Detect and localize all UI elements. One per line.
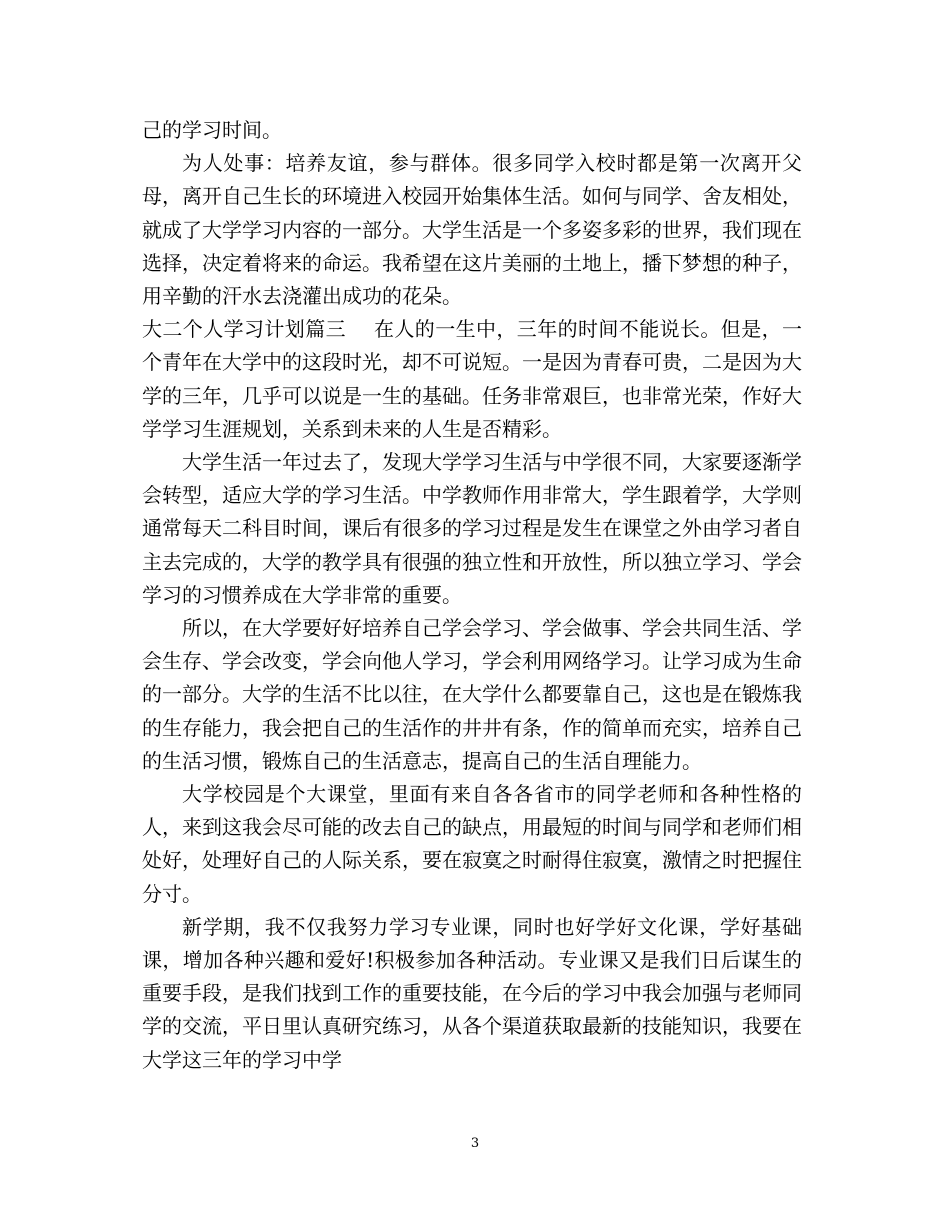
page-number: 3	[470, 1136, 480, 1151]
paragraph-2: 为人处事：培养友谊，参与群体。很多同学入校时都是第一次离开父母，离开自己生长的环境进入校园开始集体生活。如何与同学、舍友相处，就成了大学学习内容的一部分。大学生活是一个多姿多彩的世界，我们现在选择，决定着将来的命运。我希望在这片美丽的土地上，播下梦想的种子，用辛勤的汗水去浇灌出成功的花朵。	[142, 151, 802, 309]
paragraph-6: 大学校园是个大课堂，里面有来自各各省市的同学老师和各种性格的人，来到这我会尽可能的改去自己的缺点，用最短的时间与同学和老师们相处好，处理好自己的人际关系，要在寂寞之时耐得住寂寞，激情之时把握住分寸。	[142, 782, 802, 906]
paragraph-3-text: 在人的一生中，三年的时间不能说长。但是，一个青年在大学中的这段时光，却不可说短。一是因为青春可贵，二是因为大学的三年，几乎可以说是一生的基础。任务非常艰巨，也非常光荣，作好大学学习生涯规划，关系到未来的人生是否精彩。	[142, 317, 802, 441]
section-heading: 大二个人学习计划篇三	[142, 317, 346, 342]
paragraph-4: 大学生活一年过去了，发现大学学习生活与中学很不同，大家要逐渐学会转型，适应大学的学习生活。中学教师作用非常大，学生跟着学，大学则通常每天二科目时间，课后有很多的学习过程是发生在课堂之外由学习者自主去完成的，大学的教学具有很强的独立性和开放性，所以独立学习、学会学习的习惯养成在大学非常的重要。	[142, 450, 802, 607]
paragraph-1: 己的学习时间。	[142, 118, 282, 142]
paragraph-3	[142, 313, 802, 446]
paragraph-5: 所以，在大学要好好培养自己学会学习、学会做事、学会共同生活、学会生存、学会改变，学会向他人学习，学会利用网络学习。让学习成为生命的一部分。大学的生活不比以往，在大学什么都要靠自己，这也是在锻炼我的生存能力，我会把自己的生活作的井井有条，作的简单而充实，培养自己的生活习惯，锻炼自己的生活意志，提高自己的生活自理能力。	[142, 616, 802, 773]
body-text	[142, 114, 802, 1077]
paragraph-7: 新学期，我不仅我努力学习专业课，同时也好学好文化课，学好基础课，增加各种兴趣和爱好!积极参加各种活动。专业课又是我们日后谋生的重要手段，是我们找到工作的重要技能，在今后的学习中我会加强与老师同学的交流，平日里认真研究练习，从各个渠道获取最新的技能知识，我要在大学这三年的学习中学	[142, 914, 802, 1072]
